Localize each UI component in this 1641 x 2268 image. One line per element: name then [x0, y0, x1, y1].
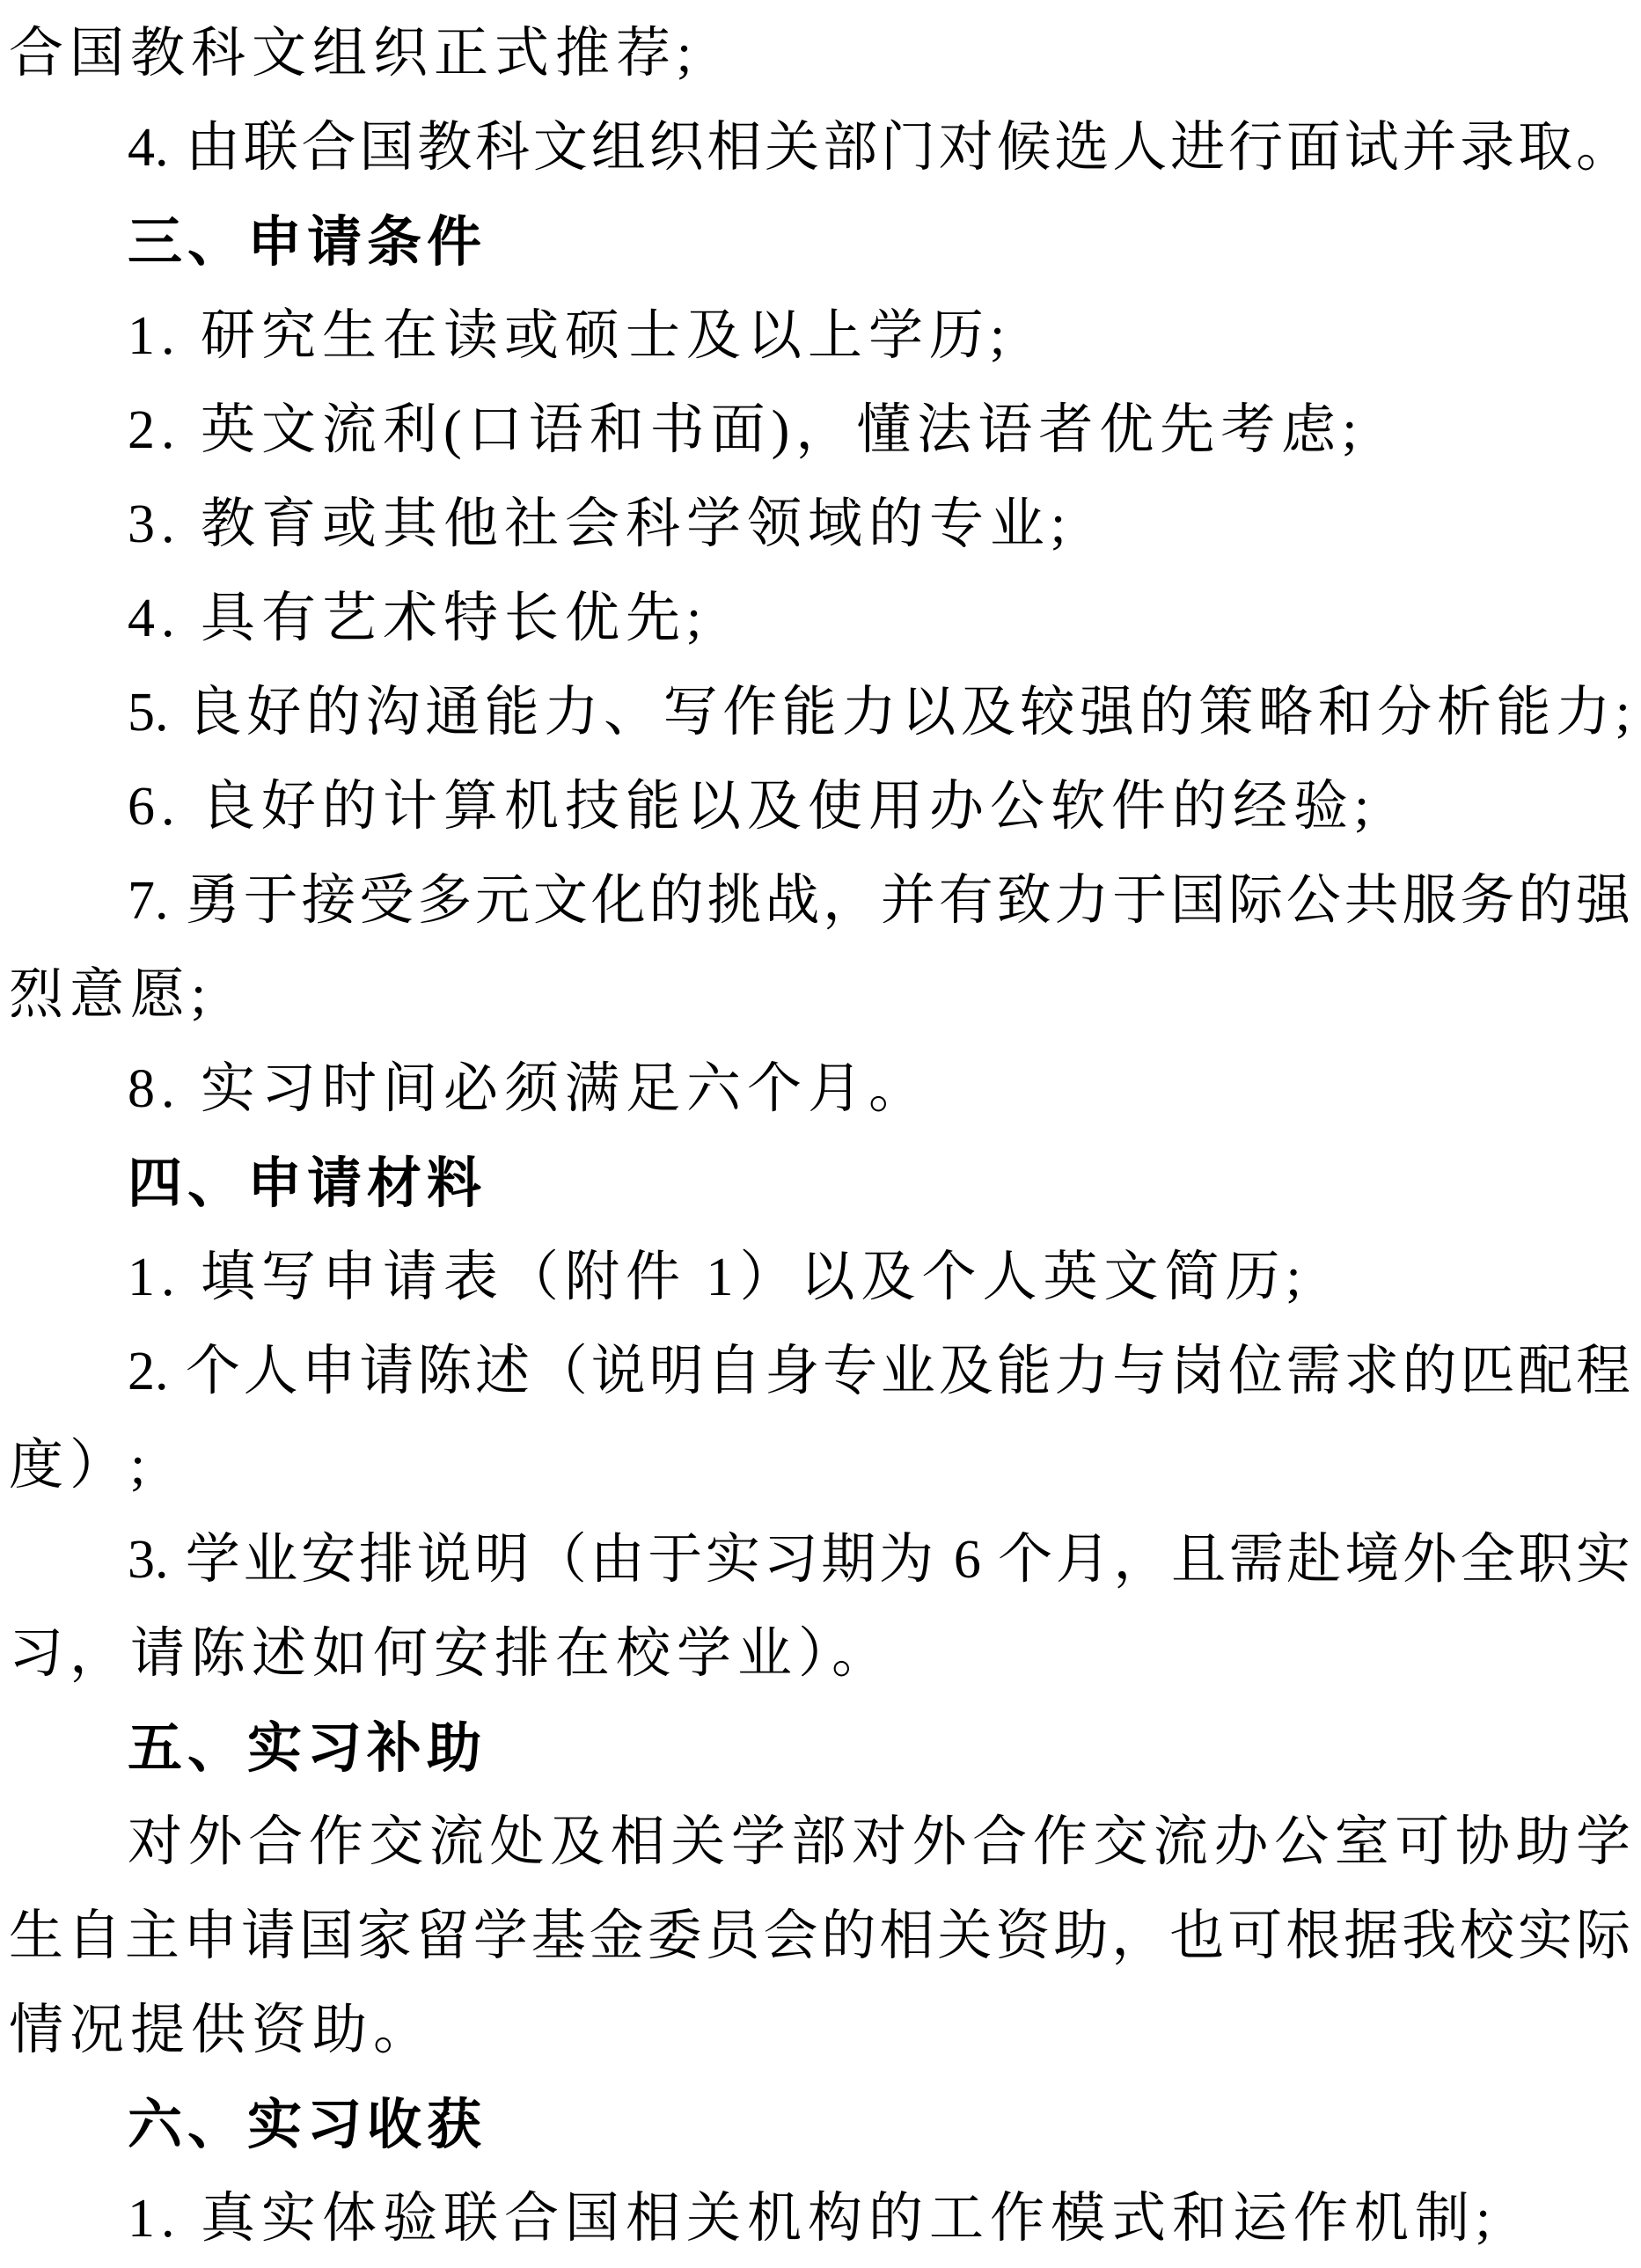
list-item: 1. 填写申请表（附件 1）以及个人英文简历; [128, 1247, 1308, 1307]
paragraph-start: 对外合作交流处及相关学部对外合作交流办公室可协助学 [128, 1812, 1630, 1872]
list-item: 1. 研究生在读或硕士及以上学历; [128, 306, 1012, 366]
para-continuation: 习，请陈述如何安排在校学业）。 [9, 1624, 893, 1684]
para-continuation: 合国教科文组织正式推荐; [9, 24, 699, 84]
list-item: 5. 良好的沟通能力、写作能力以及较强的策略和分析能力; [128, 683, 1630, 743]
para-continuation: 度）; [9, 1436, 152, 1496]
list-item: 1. 真实体验联合国相关机构的工作模式和运作机制; [128, 2189, 1498, 2249]
list-item: 6. 良好的计算机技能以及使用办公软件的经验; [128, 777, 1376, 837]
list-item: 2. 英文流利(口语和书面)，懂法语者优先考虑; [128, 400, 1364, 460]
section-heading-materials: 四、申请材料 [128, 1153, 487, 1214]
list-item: 4. 由联合国教科文组织相关部门对候选人进行面试并录取。 [128, 118, 1630, 178]
para-continuation: 生自主申请国家留学基金委员会的相关资助，也可根据我校实际 [9, 1906, 1630, 1966]
section-heading-gains: 六、实习收获 [128, 2095, 487, 2155]
list-item: 3. 教育或其他社会科学领域的专业; [128, 494, 1073, 554]
list-item: 2. 个人申请陈述（说明自身专业及能力与岗位需求的匹配程 [128, 1342, 1630, 1401]
para-continuation: 情况提供资助。 [9, 2001, 435, 2060]
section-heading-conditions: 三、申请条件 [128, 212, 487, 273]
list-item: 4. 具有艺术特长优先; [128, 589, 708, 648]
section-heading-allowance: 五、实习补助 [128, 1718, 487, 1779]
list-item: 3. 学业安排说明（由于实习期为 6 个月，且需赴境外全职实 [128, 1530, 1630, 1590]
list-item: 7. 勇于接受多元文化的挑战，并有致力于国际公共服务的强 [128, 871, 1630, 931]
list-item: 8. 实习时间必须满足六个月。 [128, 1059, 930, 1119]
para-continuation: 烈意愿; [9, 965, 213, 1025]
